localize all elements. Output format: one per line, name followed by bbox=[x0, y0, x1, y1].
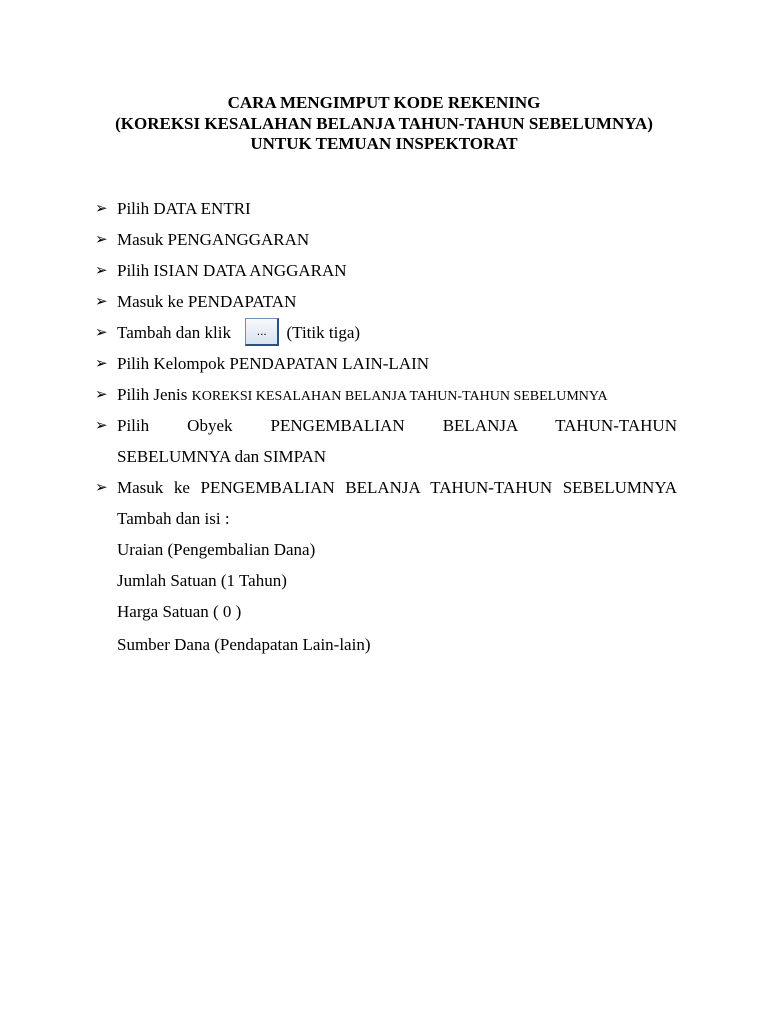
arrow-bullet-icon: ➢ bbox=[95, 292, 108, 310]
detail-line-4: Harga Satuan ( 0 ) bbox=[117, 602, 242, 621]
step-text-line-1: Pilih Obyek PENGEMBALIAN BELANJA TAHUN-TAHUN bbox=[117, 416, 677, 435]
step-text: Masuk ke PENDAPATAN bbox=[117, 292, 297, 311]
step-text: Pilih ISIAN DATA ANGGARAN bbox=[117, 261, 347, 280]
document-title bbox=[0, 93, 768, 155]
detail-line-1: Tambah dan isi : bbox=[117, 509, 230, 528]
step-item-2 bbox=[95, 227, 677, 258]
step-text-value: KOREKSI KESALAHAN BELANJA TAHUN-TAHUN SEBELUMNYA bbox=[191, 389, 608, 404]
step-item-7 bbox=[95, 382, 677, 413]
detail-line-3: Jumlah Satuan (1 Tahun) bbox=[117, 571, 287, 590]
fill-in-details bbox=[117, 506, 677, 664]
arrow-bullet-icon: ➢ bbox=[95, 199, 108, 217]
step-text: Pilih Jenis bbox=[117, 385, 192, 404]
step-text-after-button: (Titik tiga) bbox=[286, 323, 361, 342]
arrow-bullet-icon: ➢ bbox=[95, 416, 108, 434]
detail-line-5: Sumber Dana (Pendapatan Lain-lain) bbox=[117, 635, 371, 654]
ellipsis-button[interactable]: ... bbox=[245, 318, 279, 346]
arrow-bullet-icon: ➢ bbox=[95, 354, 108, 372]
step-text-line-2: SEBELUMNYA dan SIMPAN bbox=[117, 447, 327, 466]
step-item-4 bbox=[95, 289, 677, 320]
steps-list bbox=[95, 196, 677, 664]
title-line-1: CARA MENGIMPUT KODE REKENING bbox=[227, 93, 541, 112]
title-line-3: UNTUK TEMUAN INSPEKTORAT bbox=[250, 134, 518, 153]
title-line-2: (KOREKSI KESALAHAN BELANJA TAHUN-TAHUN SEBELUMNYA) bbox=[115, 113, 653, 133]
arrow-bullet-icon: ➢ bbox=[95, 385, 108, 403]
step-item-9 bbox=[95, 475, 677, 506]
step-item-5 bbox=[95, 320, 677, 351]
step-item-3 bbox=[95, 258, 677, 289]
arrow-bullet-icon: ➢ bbox=[95, 261, 108, 279]
step-item-6 bbox=[95, 351, 677, 382]
arrow-bullet-icon: ➢ bbox=[95, 323, 108, 341]
arrow-bullet-icon: ➢ bbox=[95, 230, 108, 248]
step-text: Pilih Kelompok PENDAPATAN LAIN-LAIN bbox=[117, 354, 430, 373]
step-item-1 bbox=[95, 196, 677, 227]
detail-line-2: Uraian (Pengembalian Dana) bbox=[117, 540, 316, 559]
step-text: Masuk ke PENGEMBALIAN BELANJA TAHUN-TAHUN SEBELUMNYA bbox=[117, 478, 677, 497]
step-text: Tambah dan klik bbox=[117, 323, 232, 342]
step-item-8 bbox=[95, 413, 677, 469]
step-text: Pilih DATA ENTRI bbox=[117, 199, 251, 218]
arrow-bullet-icon: ➢ bbox=[95, 478, 108, 496]
step-text: Masuk PENGANGGARAN bbox=[117, 230, 310, 249]
